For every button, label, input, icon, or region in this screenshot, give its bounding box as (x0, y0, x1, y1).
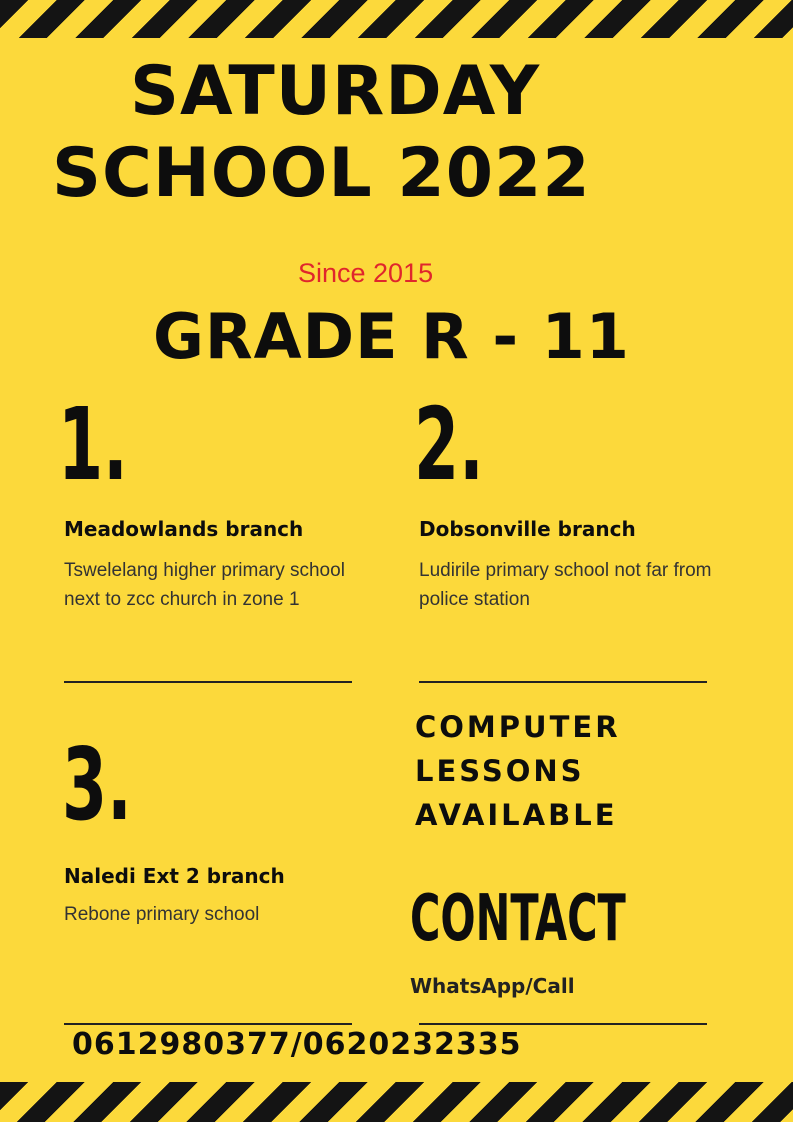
divider-1 (64, 681, 352, 683)
branch-1-name: Meadowlands branch (64, 517, 304, 541)
branch-1-location: Tswelelang higher primary school next to zcc church in zone 1 (64, 560, 345, 610)
computer-lessons-line-2: LESSONS (415, 754, 585, 788)
contact-heading: CONTACT (410, 882, 626, 956)
grade-range: GRADE R - 11 (153, 300, 630, 373)
branch-3-number: 3. (62, 726, 132, 843)
divider-3 (64, 1023, 352, 1025)
hazard-stripes-top (0, 0, 793, 38)
branch-2-number: 2. (414, 386, 484, 503)
branch-3-name: Naledi Ext 2 branch (64, 864, 285, 888)
divider-2 (419, 681, 707, 683)
title-line-2: SCHOOL 2022 (52, 134, 591, 213)
hazard-stripes-bottom (0, 1082, 793, 1122)
branch-1-number: 1. (58, 386, 128, 503)
branch-3-location: Rebone primary school (64, 904, 260, 925)
contact-method: WhatsApp/Call (410, 974, 575, 998)
phone-numbers: 0612980377/0620232335 (72, 1027, 522, 1062)
branch-2-location: Ludirile primary school not far from police station (419, 560, 712, 610)
since-label: Since 2015 (298, 258, 434, 288)
branch-2-name: Dobsonville branch (419, 517, 636, 541)
divider-4 (419, 1023, 707, 1025)
computer-lessons-line-3: AVAILABLE (415, 798, 618, 832)
computer-lessons-line-1: COMPUTER (415, 710, 621, 744)
title-line-1: SATURDAY (130, 52, 541, 131)
